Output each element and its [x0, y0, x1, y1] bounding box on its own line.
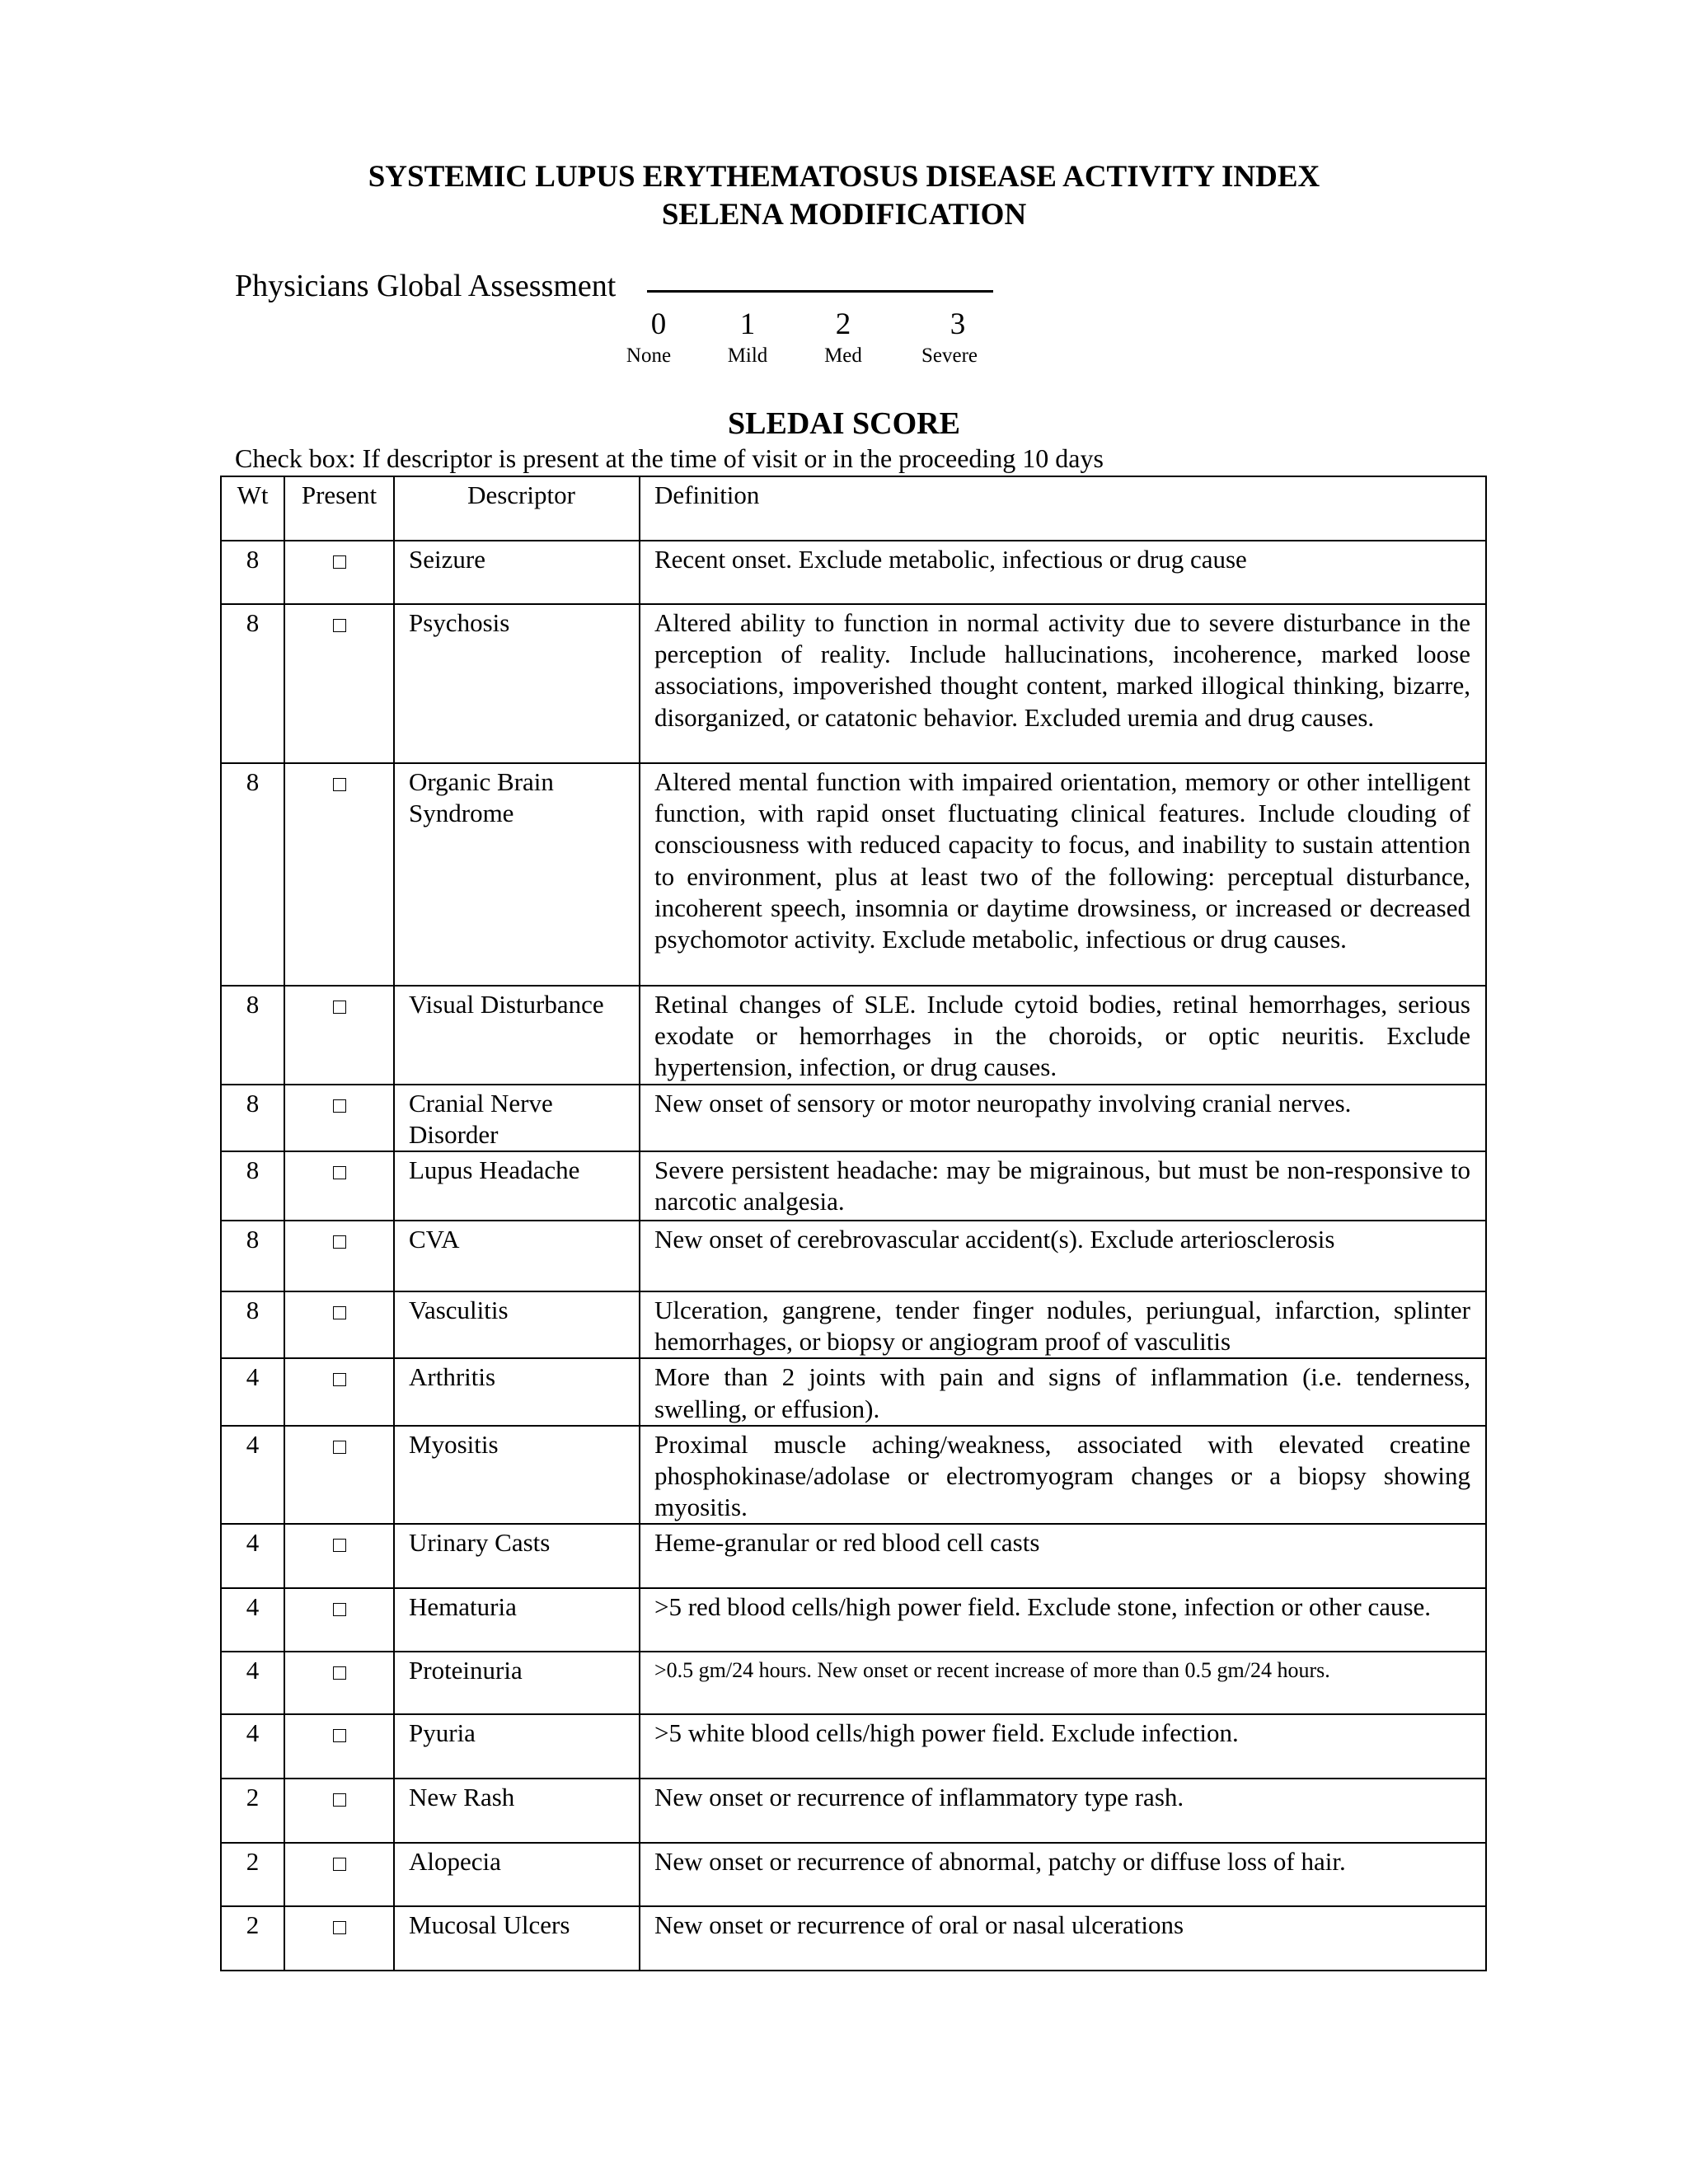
- checkbox[interactable]: [333, 1603, 346, 1616]
- row-weight: 8: [221, 604, 284, 763]
- table-row: [221, 1291, 1486, 1358]
- row-weight: 4: [221, 1588, 284, 1652]
- table-row: [221, 604, 1486, 763]
- row-definition: New onset of sensory or motor neuropathy involving cranial nerves.: [640, 1085, 1486, 1151]
- table-row: [221, 1524, 1486, 1588]
- checkbox[interactable]: [333, 1666, 346, 1680]
- row-descriptor: Pyuria: [394, 1714, 640, 1779]
- checkbox[interactable]: [333, 1306, 346, 1319]
- table-row: [221, 1358, 1486, 1425]
- present-checkbox-cell[interactable]: [284, 1151, 394, 1221]
- row-weight: 4: [221, 1426, 284, 1525]
- pga-scale-3-label: Severe: [921, 344, 978, 367]
- present-checkbox-cell[interactable]: [284, 986, 394, 1085]
- pga-scale-2-num: 2: [835, 307, 851, 341]
- pga-label: Physicians Global Assessment: [235, 269, 617, 303]
- row-descriptor: Seizure: [394, 541, 640, 604]
- row-descriptor: Lupus Headache: [394, 1151, 640, 1221]
- table-row: [221, 541, 1486, 604]
- table-row: [221, 1221, 1486, 1291]
- table-row: [221, 1843, 1486, 1906]
- row-definition: More than 2 joints with pain and signs of inflammation (i.e. tenderness, swelling, or effusion).: [640, 1358, 1486, 1425]
- row-weight: 8: [221, 986, 284, 1085]
- row-weight: 4: [221, 1524, 284, 1588]
- row-descriptor: Arthritis: [394, 1358, 640, 1425]
- row-descriptor: CVA: [394, 1221, 640, 1291]
- row-descriptor: Mucosal Ulcers: [394, 1906, 640, 1971]
- row-weight: 2: [221, 1779, 284, 1843]
- present-checkbox-cell[interactable]: [284, 604, 394, 763]
- table-header-row: [221, 476, 1486, 541]
- title-line-1: SYSTEMIC LUPUS ERYTHEMATOSUS DISEASE ACTIVITY INDEX: [368, 160, 1320, 194]
- table-row: [221, 763, 1486, 986]
- pga-answer-line[interactable]: [647, 290, 993, 293]
- row-weight: 4: [221, 1358, 284, 1425]
- row-definition: New onset of cerebrovascular accident(s). Exclude arteriosclerosis: [640, 1221, 1486, 1291]
- row-weight: 2: [221, 1843, 284, 1906]
- row-descriptor: Organic Brain Syndrome: [394, 763, 640, 986]
- row-descriptor: Alopecia: [394, 1843, 640, 1906]
- checkbox[interactable]: [333, 1539, 346, 1552]
- present-checkbox-cell[interactable]: [284, 1779, 394, 1843]
- row-weight: 8: [221, 763, 284, 986]
- table-row: [221, 1906, 1486, 1971]
- checkbox[interactable]: [333, 619, 346, 632]
- row-definition: Proximal muscle aching/weakness, associated with elevated creatine phosphokinase/adolase or electromyogram changes or a biopsy showing myositis.: [640, 1426, 1486, 1525]
- sledai-heading: SLEDAI SCORE: [728, 406, 960, 441]
- row-weight: 8: [221, 541, 284, 604]
- check-instruction: Check box: If descriptor is present at the time of visit or in the proceeding 10 days: [235, 443, 1104, 473]
- row-definition: >5 white blood cells/high power field. Exclude infection.: [640, 1714, 1486, 1779]
- header-definition: Definition: [640, 476, 1486, 541]
- sledai-table: [220, 476, 1487, 1971]
- checkbox[interactable]: [333, 1858, 346, 1871]
- row-descriptor: Psychosis: [394, 604, 640, 763]
- pga-scale-0-label: None: [626, 344, 672, 367]
- row-descriptor: Urinary Casts: [394, 1524, 640, 1588]
- row-definition: Recent onset. Exclude metabolic, infectious or drug cause: [640, 541, 1486, 604]
- table-row: [221, 1588, 1486, 1652]
- row-definition: New onset or recurrence of oral or nasal ulcerations: [640, 1906, 1486, 1971]
- title-line-2: SELENA MODIFICATION: [661, 198, 1027, 232]
- row-descriptor: Hematuria: [394, 1588, 640, 1652]
- table-row: [221, 1652, 1486, 1714]
- present-checkbox-cell[interactable]: [284, 763, 394, 986]
- present-checkbox-cell[interactable]: [284, 1221, 394, 1291]
- checkbox[interactable]: [333, 1235, 346, 1249]
- present-checkbox-cell[interactable]: [284, 1906, 394, 1971]
- pga-scale-1-num: 1: [739, 307, 756, 341]
- header-descriptor: Descriptor: [394, 476, 640, 541]
- checkbox[interactable]: [333, 1373, 346, 1386]
- row-definition: New onset or recurrence of inflammatory type rash.: [640, 1779, 1486, 1843]
- row-definition: >0.5 gm/24 hours. New onset or recent increase of more than 0.5 gm/24 hours.: [640, 1652, 1486, 1714]
- present-checkbox-cell[interactable]: [284, 1524, 394, 1588]
- checkbox[interactable]: [333, 1793, 346, 1807]
- row-descriptor: Proteinuria: [394, 1652, 640, 1714]
- row-definition: Ulceration, gangrene, tender finger nodules, periungual, infarction, splinter hemorrhages, or biopsy or angiogram proof of vasculitis: [640, 1291, 1486, 1358]
- header-wt: Wt: [221, 476, 284, 541]
- present-checkbox-cell[interactable]: [284, 1291, 394, 1358]
- row-definition: >5 red blood cells/high power field. Exclude stone, infection or other cause.: [640, 1588, 1486, 1652]
- row-weight: 8: [221, 1221, 284, 1291]
- present-checkbox-cell[interactable]: [284, 1085, 394, 1151]
- row-definition: Severe persistent headache: may be migrainous, but must be non-responsive to narcotic analgesia.: [640, 1151, 1486, 1221]
- row-descriptor: New Rash: [394, 1779, 640, 1843]
- table-row: [221, 1779, 1486, 1843]
- row-weight: 2: [221, 1906, 284, 1971]
- row-definition: Altered mental function with impaired orientation, memory or other intelligent function, with rapid onset fluctuating clinical features. Include clouding of consciousness with reduced capacity to focus, and inability to sustain attention to environment, plus at least two of the following: perceptual disturbance, incoherent speech, insomnia or daytime drowsiness, or increased or decreased psychomotor activity. Exclude metabolic, infectious or drug causes.: [640, 763, 1486, 986]
- table-row: [221, 1085, 1486, 1151]
- row-weight: 4: [221, 1652, 284, 1714]
- present-checkbox-cell[interactable]: [284, 541, 394, 604]
- checkbox[interactable]: [333, 1729, 346, 1742]
- checkbox[interactable]: [333, 1166, 346, 1179]
- row-descriptor: Cranial Nerve Disorder: [394, 1085, 640, 1151]
- checkbox[interactable]: [333, 1921, 346, 1934]
- row-weight: 8: [221, 1151, 284, 1221]
- pga-scale-0-num: 0: [650, 307, 667, 341]
- checkbox[interactable]: [333, 778, 346, 791]
- row-weight: 8: [221, 1085, 284, 1151]
- row-definition: Heme-granular or red blood cell casts: [640, 1524, 1486, 1588]
- row-weight: 4: [221, 1714, 284, 1779]
- table-row: [221, 1426, 1486, 1525]
- checkbox[interactable]: [333, 555, 346, 569]
- present-checkbox-cell[interactable]: [284, 1358, 394, 1425]
- row-weight: 8: [221, 1291, 284, 1358]
- present-checkbox-cell[interactable]: [284, 1588, 394, 1652]
- checkbox[interactable]: [333, 1001, 346, 1014]
- table-row: [221, 986, 1486, 1085]
- pga-scale-2-label: Med: [824, 344, 862, 367]
- header-present: Present: [284, 476, 394, 541]
- row-definition: Retinal changes of SLE. Include cytoid bodies, retinal hemorrhages, serious exodate or hemorrhages in the choroids, or optic neuritis. Exclude hypertension, infection, or drug causes.: [640, 986, 1486, 1085]
- present-checkbox-cell[interactable]: [284, 1652, 394, 1714]
- checkbox[interactable]: [333, 1441, 346, 1454]
- table-row: [221, 1151, 1486, 1221]
- present-checkbox-cell[interactable]: [284, 1714, 394, 1779]
- present-checkbox-cell[interactable]: [284, 1843, 394, 1906]
- row-descriptor: Vasculitis: [394, 1291, 640, 1358]
- pga-scale-3-num: 3: [950, 307, 966, 341]
- pga-scale-1-label: Mild: [727, 344, 768, 367]
- checkbox[interactable]: [333, 1099, 346, 1113]
- row-descriptor: Myositis: [394, 1426, 640, 1525]
- present-checkbox-cell[interactable]: [284, 1426, 394, 1525]
- row-definition: New onset or recurrence of abnormal, patchy or diffuse loss of hair.: [640, 1843, 1486, 1906]
- row-descriptor: Visual Disturbance: [394, 986, 640, 1085]
- row-definition: Altered ability to function in normal activity due to severe disturbance in the perception of reality. Include hallucinations, incoherence, marked loose associations, impoverished thought content, marked illogical thinking, bizarre, disorganized, or catatonic behavior. Excluded uremia and drug causes.: [640, 604, 1486, 763]
- table-row: [221, 1714, 1486, 1779]
